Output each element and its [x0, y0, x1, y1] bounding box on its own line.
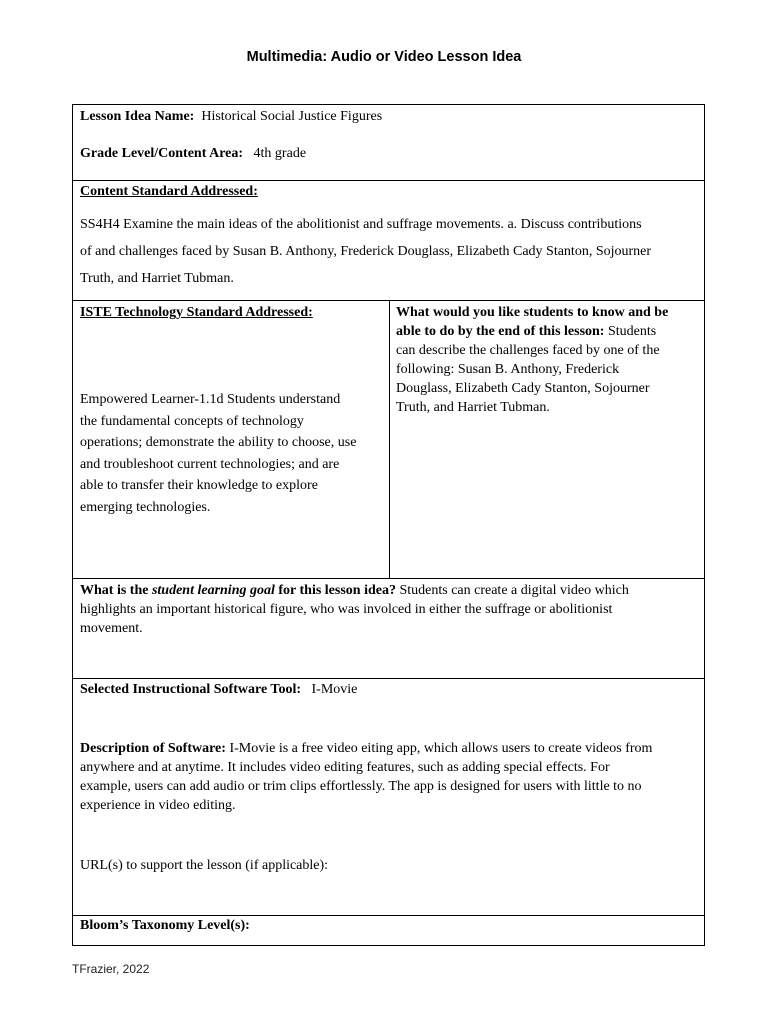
- content-standard-text: [80, 211, 651, 292]
- software-desc-line: experience in video editing.: [80, 798, 236, 813]
- software-desc-text: I-Movie is a free video eiting app, which allows users to create videos from: [229, 741, 653, 756]
- software-desc-line: example, users can add audio or trim clips effortlessly. The app is designed for users with little to no: [80, 779, 642, 794]
- url-label: URL(s) to support the lesson (if applicable):: [80, 858, 329, 873]
- content-standard-line: of and challenges faced by Susan B. Anthony, Frederick Douglass, Elizabeth Cady Stanton, Sojourner: [80, 244, 652, 259]
- objective-line: Truth, and Harriet Tubman.: [396, 400, 550, 415]
- iste-line: the fundamental concepts of technology: [80, 413, 304, 429]
- software-tool-line: [80, 680, 357, 699]
- grade-label: Grade Level/Content Area:: [80, 146, 244, 161]
- iste-text: [80, 389, 380, 519]
- learning-goal-label: What is the: [80, 583, 149, 598]
- software-row: [73, 678, 704, 916]
- software-tool-label: Selected Instructional Software Tool:: [80, 682, 302, 697]
- iste-cell: [80, 303, 380, 322]
- software-tool-value: I-Movie: [311, 682, 358, 697]
- iste-label: ISTE Technology Standard Addressed:: [80, 305, 313, 320]
- learning-goal-emphasis: student learning goal: [151, 583, 275, 598]
- iste-line: Empowered Learner-1.1d Students understand: [80, 392, 341, 407]
- content-standard-row: [73, 180, 704, 301]
- objective-label: able to do by the end of this lesson:: [396, 324, 605, 339]
- blooms-row: [73, 915, 704, 945]
- objective-line: following: Susan B. Anthony, Frederick: [396, 362, 620, 377]
- learning-goal-label: for this lesson idea?: [278, 583, 396, 598]
- objective-line: can describe the challenges faced by one of the: [396, 343, 660, 358]
- lesson-name-label: Lesson Idea Name:: [80, 109, 195, 124]
- learning-goal-line: highlights an important historical figure, who was involced in either the suffrage or abolitionist: [80, 602, 613, 617]
- software-desc-label: Description of Software:: [80, 741, 226, 756]
- column-divider: [389, 300, 390, 578]
- grade-line: [80, 144, 306, 163]
- objective-text: Students: [607, 324, 657, 339]
- objective-label: What would you like students to know and be: [396, 305, 669, 320]
- iste-line: able to transfer their knowledge to explore: [80, 478, 318, 494]
- learning-goal-text: [80, 581, 700, 638]
- iste-line: and troubleshoot current technologies; and are: [80, 456, 340, 472]
- learning-goal-answer: Students can create a digital video which: [399, 583, 629, 598]
- software-desc-line: anywhere and at anytime. It includes video editing features, such as adding special effects. For: [80, 760, 610, 775]
- footer-credit: TFrazier, 2022: [72, 962, 150, 976]
- grade-value: 4th grade: [253, 146, 307, 161]
- page-title: Multimedia: Audio or Video Lesson Idea: [246, 49, 522, 65]
- lesson-form-table: [72, 104, 705, 946]
- content-standard-label: Content Standard Addressed:: [80, 184, 258, 199]
- software-description: [80, 739, 705, 815]
- content-standard-line: Truth, and Harriet Tubman.: [80, 271, 234, 286]
- iste-line: emerging technologies.: [80, 499, 211, 515]
- lesson-name-line: [80, 107, 382, 126]
- blooms-label: Bloom’s Taxonomy Level(s):: [80, 918, 250, 933]
- lesson-name-value: Historical Social Justice Figures: [201, 109, 383, 124]
- iste-line: operations; demonstrate the ability to choose, use: [80, 435, 357, 451]
- learning-goal-line: movement.: [80, 621, 143, 636]
- learning-goal-row: [73, 578, 704, 679]
- objective-line: Douglass, Elizabeth Cady Stanton, Sojourner: [396, 381, 650, 396]
- lesson-info-row: [73, 105, 704, 181]
- objective-cell: [396, 303, 701, 417]
- content-standard-line: SS4H4 Examine the main ideas of the abolitionist and suffrage movements. a. Discuss contributions: [80, 217, 642, 232]
